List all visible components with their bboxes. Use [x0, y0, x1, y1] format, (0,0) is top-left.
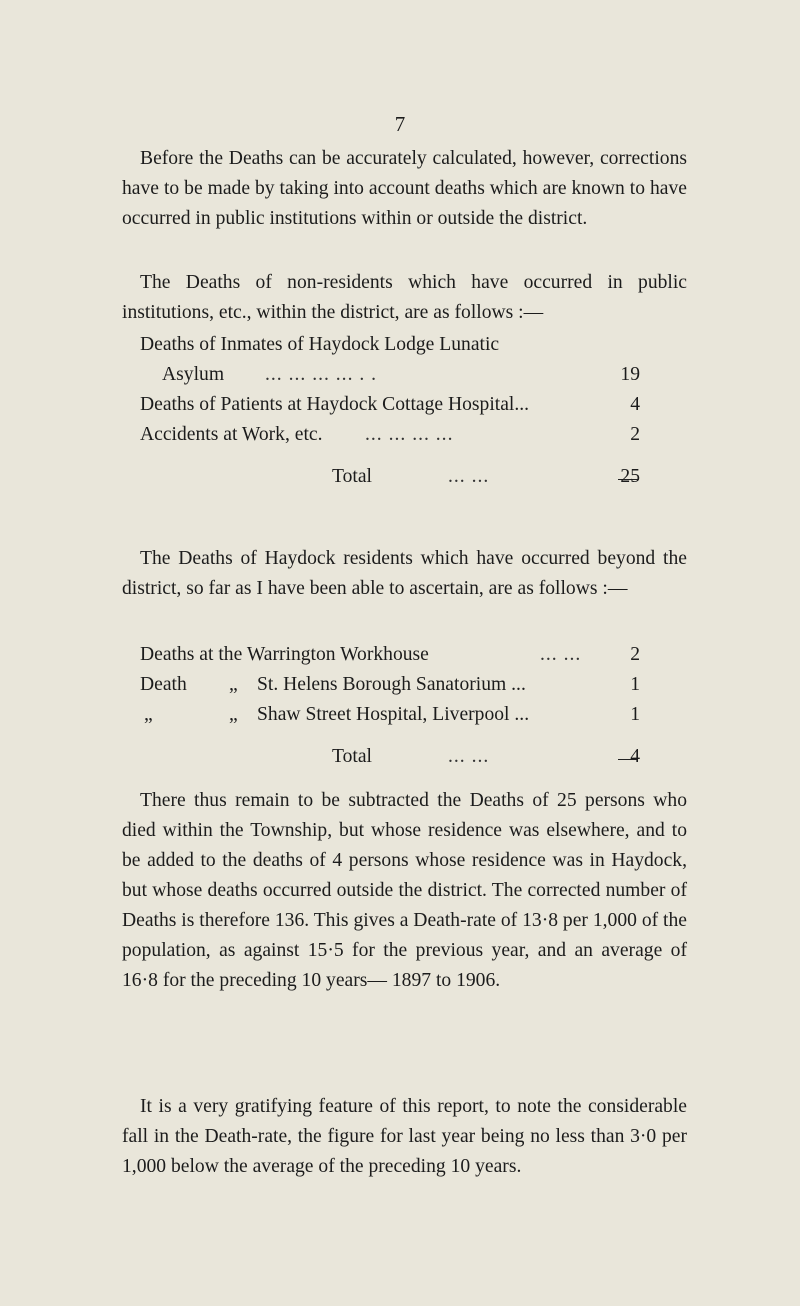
paragraph-non-residents-intro: The Deaths of non-residents which have occurred in public institutions, etc., within the district, are as follows :—	[122, 272, 687, 323]
row-label: St. Helens Borough Sanatorium ...	[257, 674, 526, 695]
row-value: 1	[630, 704, 640, 725]
residents-outside-deaths-table	[140, 640, 640, 772]
total-value: 4	[630, 746, 640, 767]
leader-dots: ... ... ... ... . .	[265, 364, 378, 385]
total-value: 25	[620, 466, 640, 487]
paragraph-gratifying-feature: It is a very gratifying feature of this report, to note the considerable fall in the Death-rate, the figure for last year being no less than 3·0 per 1,000 below the average of the preceding 10 years.	[122, 1096, 687, 1177]
non-residents-deaths-table	[140, 330, 640, 492]
row-value: 2	[630, 424, 640, 445]
table-row	[140, 360, 640, 390]
row-value: 4	[630, 394, 640, 415]
ditto-mark: „	[144, 704, 153, 725]
paragraph-corrections: Before the Deaths can be accurately calculated, however, corrections have to be made by taking into account deaths which are known to have occurred in public institutions within or outside the district.	[122, 148, 687, 229]
total-row	[140, 462, 640, 492]
row-value: 2	[630, 644, 640, 665]
paragraph-residents-outside-intro: The Deaths of Haydock residents which have occurred beyond the district, so far as I have been able to ascertain, are as follows :—	[122, 548, 687, 599]
total-row	[140, 742, 640, 772]
row-label: Shaw Street Hospital, Liverpool ...	[257, 704, 530, 725]
paragraph-corrected-death-rate: There thus remain to be subtracted the Deaths of 25 persons who died within the Township, but whose residence was elsewhere, and to be added to the deaths of 4 persons whose residence was in Haydock, but whose deaths occurred outside the district. The corrected number of Deaths is therefore 136. This gives a Death-rate of 13·8 per 1,000 of the population, as against 15·5 for the previous year, and an average of 16·8 for the preceding 10 years— 1897 to 1906.	[122, 790, 687, 991]
row-label: Deaths of Inmates of Haydock Lodge Lunatic	[140, 334, 500, 355]
row-label: Deaths of Patients at Haydock Cottage Hospital...	[140, 394, 530, 415]
row-label: Asylum	[162, 364, 225, 385]
table-row	[140, 700, 640, 730]
table-row	[140, 330, 640, 360]
table-row	[140, 640, 640, 670]
row-value: 19	[620, 364, 640, 385]
leader-dots: ... ... ... ...	[365, 424, 454, 445]
leader-dots: ... ...	[540, 644, 582, 665]
leader-dots: ... ...	[448, 466, 490, 487]
row-label: Accidents at Work, etc.	[140, 424, 323, 445]
row-value: 1	[630, 674, 640, 695]
page-number: 7	[394, 112, 406, 136]
ditto-mark: „	[229, 704, 238, 725]
ditto-mark: „	[229, 674, 238, 695]
leader-dots: ... ...	[448, 746, 490, 767]
total-label: Total	[332, 746, 372, 767]
row-label: Death	[140, 674, 187, 695]
table-row	[140, 670, 640, 700]
row-label: Deaths at the Warrington Workhouse	[140, 644, 429, 665]
table-row	[140, 390, 640, 420]
total-label: Total	[332, 466, 372, 487]
table-row	[140, 420, 640, 450]
